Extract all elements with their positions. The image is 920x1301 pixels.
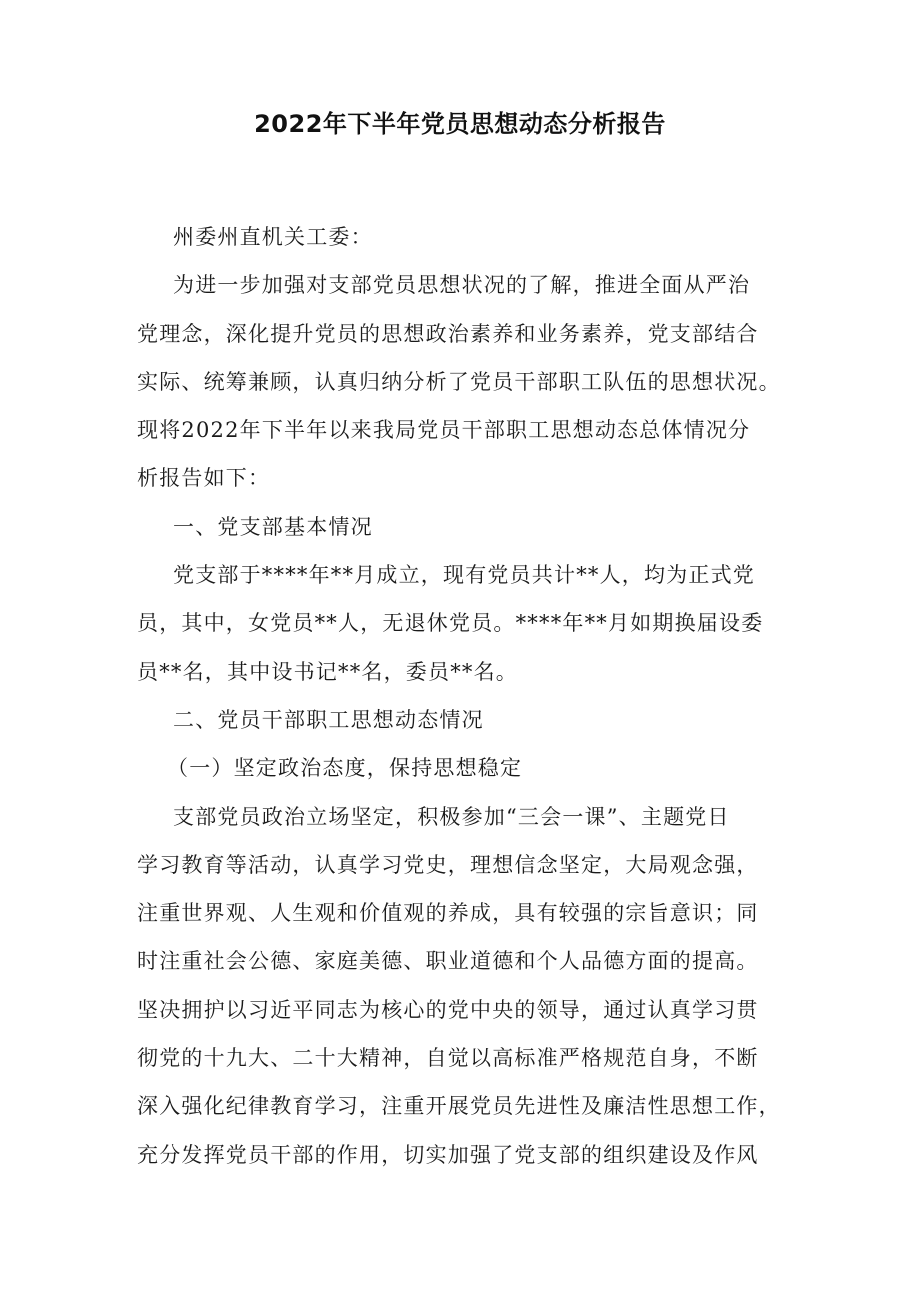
paragraph-line: 注重世界观、人生观和价值观的养成，具有较强的宗旨意识；同	[137, 901, 759, 926]
section-heading: 一、党支部基本情况	[173, 514, 373, 539]
paragraph-line: 充分发挥党员干部的作用，切实加强了党支部的组织建设及作风	[137, 1142, 759, 1167]
paragraph-line: 彻党的十九大、二十大精神，自觉以高标准严格规范自身，不断	[137, 1046, 759, 1071]
section-heading: 二、党员干部职工思想动态情况	[173, 707, 484, 732]
paragraph-line: 实际、统筹兼顾，认真归纳分析了党员干部职工队伍的思想状况。	[137, 369, 781, 394]
subsection-heading: （一）坚定政治态度，保持思想稳定	[167, 756, 523, 781]
document-body	[137, 213, 792, 1179]
paragraph-line: 学习教育等活动，认真学习党史，理想信念坚定，大局观念强，	[137, 852, 759, 877]
paragraph-line: 党理念，深化提升党员的思想政治素养和业务素养，党支部结合	[137, 321, 759, 346]
paragraph-line: 时注重社会公德、家庭美德、职业道德和个人品德方面的提高。	[137, 949, 759, 974]
paragraph-line: 现将2022年下半年以来我局党员干部职工思想动态总体情况分	[137, 418, 751, 443]
salutation-line: 州委州直机关工委：	[173, 225, 373, 249]
document-title: 2022年下半年党员思想动态分析报告	[254, 110, 666, 138]
paragraph-line: 坚决拥护以习近平同志为核心的党中央的领导，通过认真学习贯	[137, 997, 759, 1022]
paragraph-line: 析报告如下：	[137, 466, 271, 491]
paragraph-line: 深入强化纪律教育学习，注重开展党员先进性及廉洁性思想工作，	[137, 1094, 781, 1119]
paragraph-line: 为进一步加强对支部党员思想状况的了解，推进全面从严治	[173, 273, 751, 298]
paragraph-line: 员，其中，女党员**人，无退休党员。****年**月如期换届设委	[137, 611, 764, 636]
paragraph-line: 党支部于****年**月成立，现有党员共计**人，均为正式党	[173, 563, 755, 588]
paragraph-line: 员**名，其中设书记**名，委员**名。	[137, 659, 518, 684]
paragraph-line: 支部党员政治立场坚定，积极参加“三会一课”、主题党日	[173, 804, 730, 829]
